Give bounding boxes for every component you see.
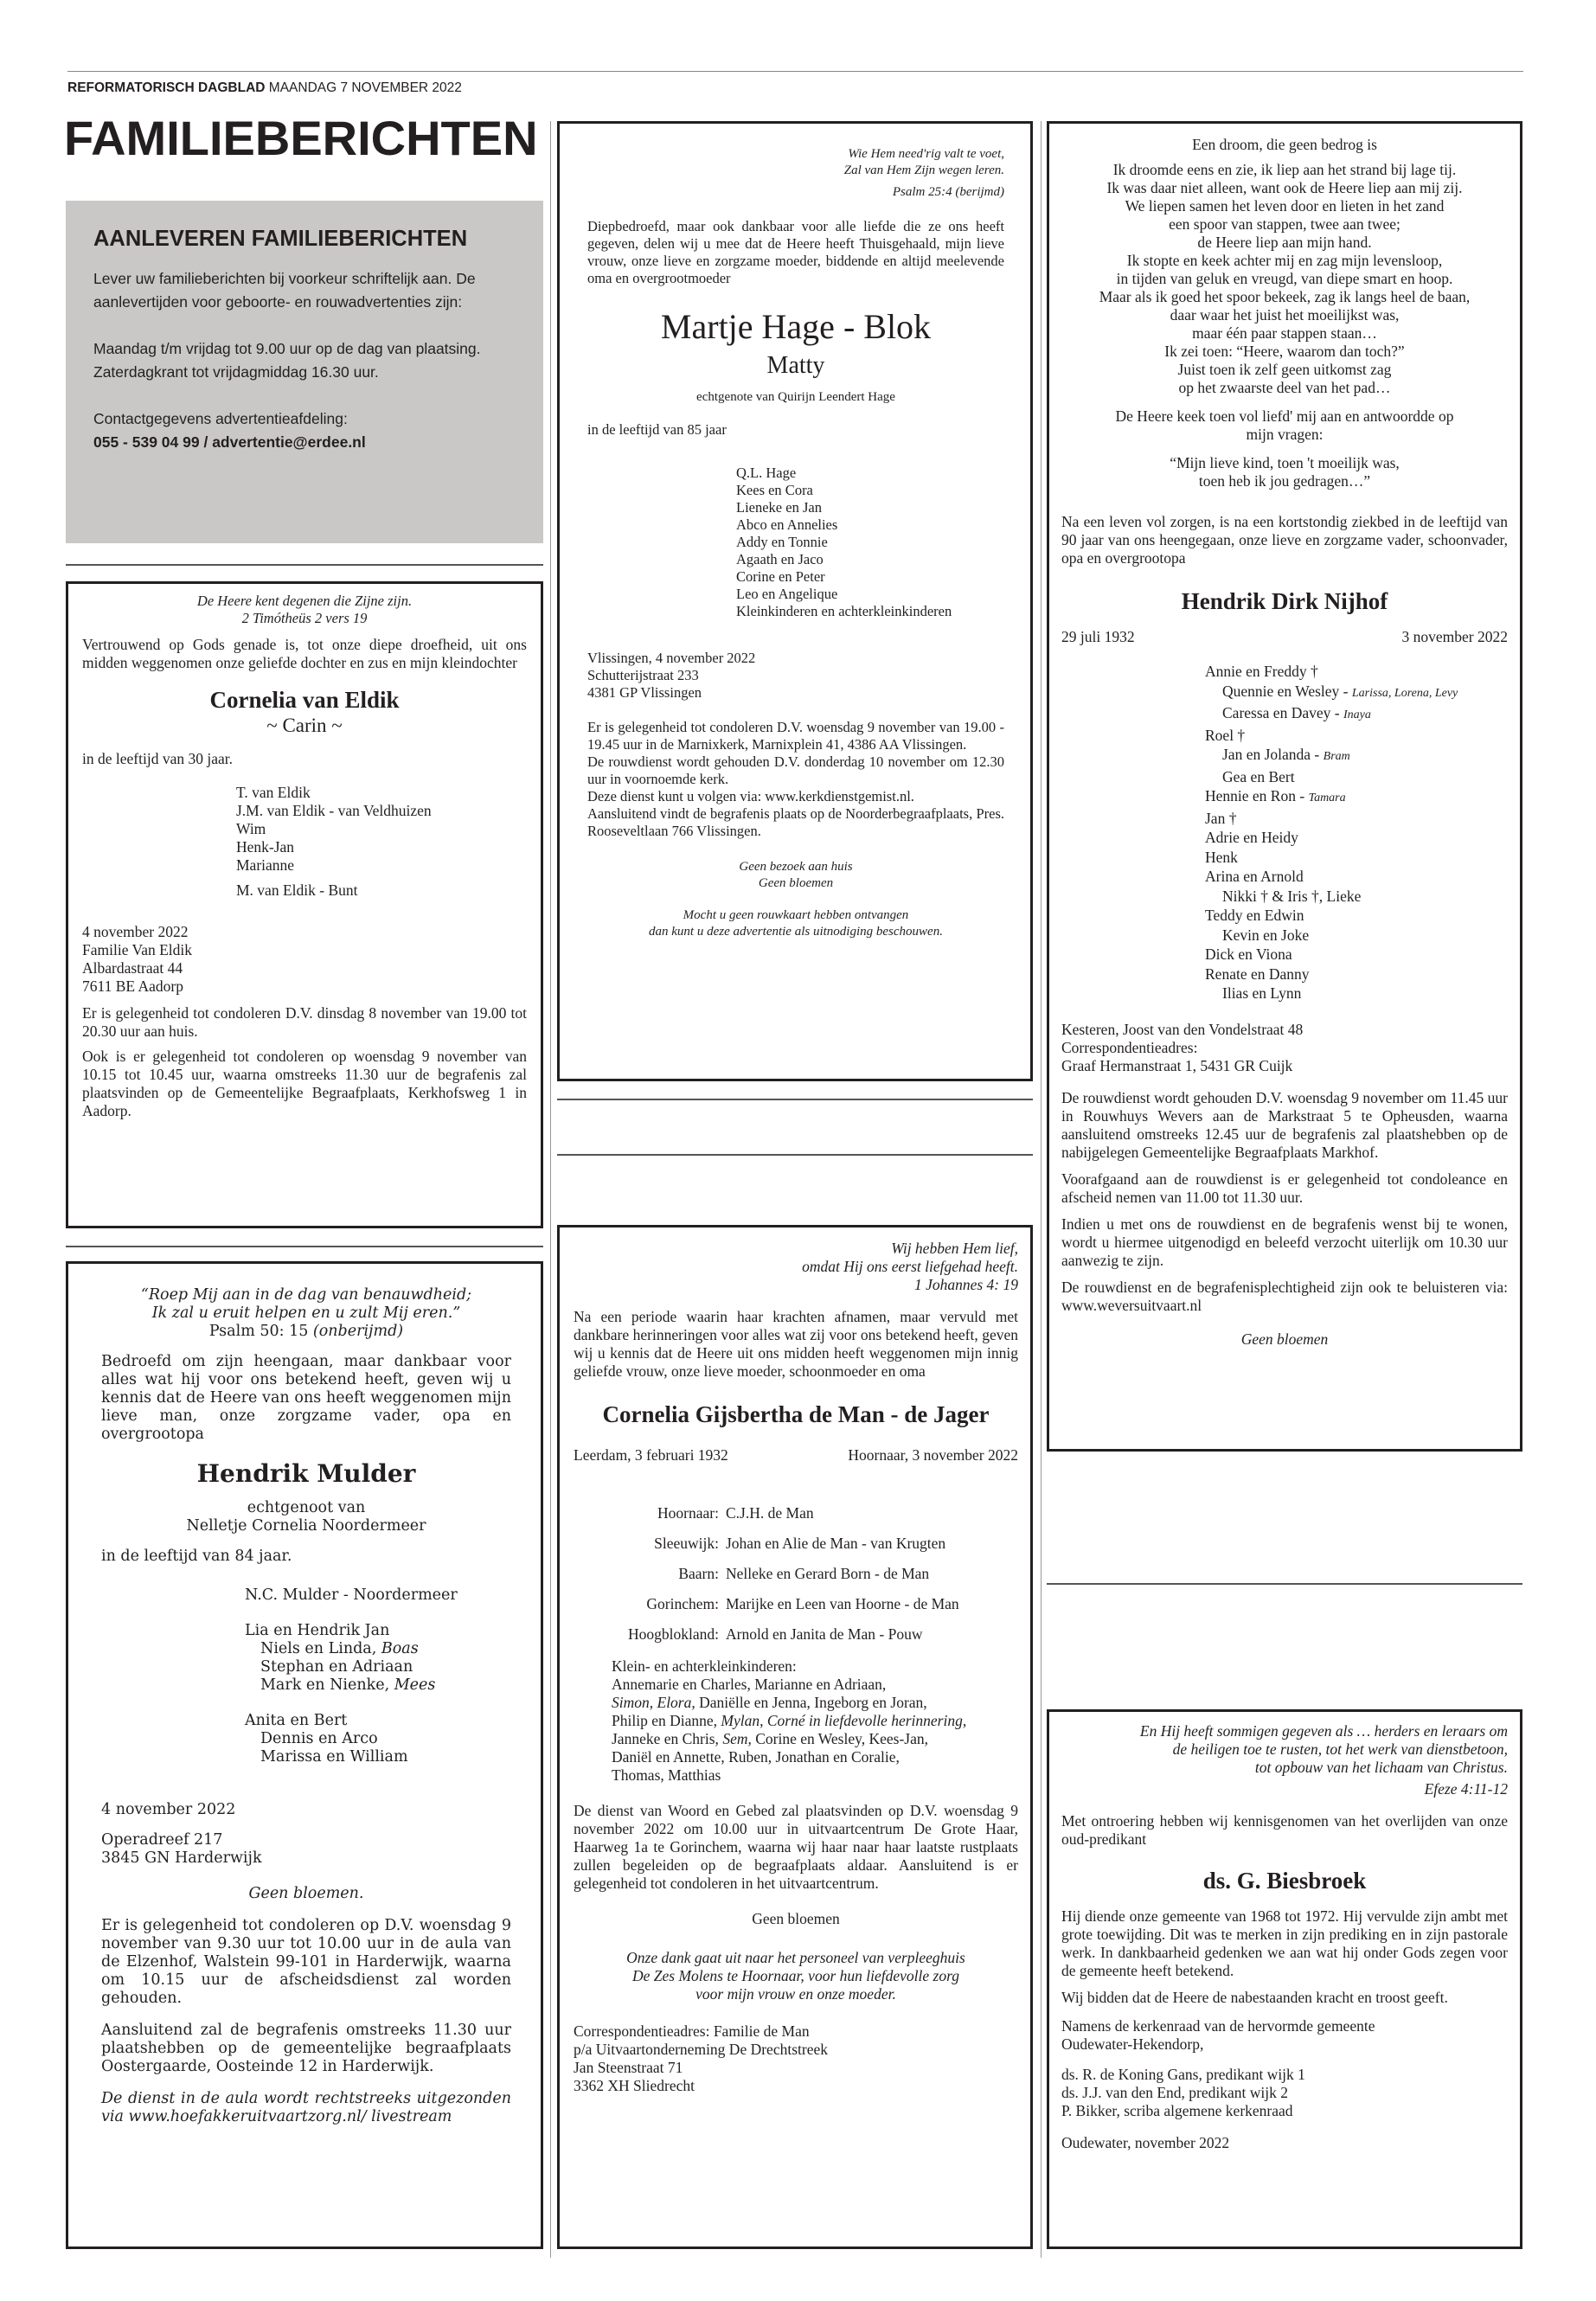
rule-2 — [66, 1246, 543, 1247]
grandchildren-line-text: Philip en Dianne, — [612, 1712, 721, 1729]
address-line: 7611 BE Aadorp — [82, 977, 183, 995]
family-member: Marianne — [236, 856, 295, 874]
life-dates — [1061, 628, 1508, 646]
condolence-text: Er is gelegenheid tot condoleren D.V. dinsdag 8 november van 19.00 tot 20.30 uur aan huis. — [82, 1004, 527, 1040]
address-line: Graaf Hermanstraat 1, 5431 GR Cuijk — [1061, 1056, 1293, 1074]
family-member — [1205, 926, 1508, 945]
invitation-note: Mocht u geen rouwkaart hebben ontvangen — [683, 908, 909, 922]
poem-line: toen heb ik jou gedragen…” — [1198, 472, 1371, 490]
paper-name: REFORMATORISCH DAGBLAD — [67, 80, 266, 95]
livestream-text[interactable]: De rouwdienst en de begrafenisplechtigheid zijn ook te beluisteren via: www.weversuitvaart.nl — [1061, 1278, 1508, 1314]
age-text: in de leeftijd van 85 jaar — [587, 421, 727, 438]
invitation-text: Indien u met ons de rouwdienst en de begrafenis wenst bij te wonen, wordt u hiermee uitgenodigd en beleefd verzocht uiterlijk om 10.30 uur aanwezig te zijn. — [1061, 1215, 1508, 1269]
ad-nijhof — [1047, 121, 1522, 1452]
condolence-text: Er is gelegenheid tot condoleren D.V. woensdag 9 november van 19.00 - 19.45 uur in de Marnixkerk, Marnixplein 41, 4386 AA Vlissingen. — [587, 719, 1004, 753]
family-member — [1205, 828, 1508, 848]
prayer-text: Wij bidden dat de Heere de nabestaanden kracht en troost geeft. — [1061, 1989, 1448, 2006]
address-line: 4381 GP Vlissingen — [587, 684, 702, 701]
announcement-text: Vertrouwend op Gods genade is, tot onze diepe droefheid, uit ons midden weggenomen onze geliefde dochter en zus en mijn kleindochter — [82, 636, 527, 671]
verse-reference: Efeze 4:11-12 — [1424, 1780, 1508, 1798]
family-member-text: Mark en Nienke, — [260, 1676, 394, 1694]
grandchildren-line: Daniël en Annette, Ruben, Jonathan en Coralie, — [612, 1748, 900, 1766]
verse-line: Wie Hem need'rig valt te voet, — [848, 147, 1004, 161]
flowers-note: Geen bloemen. — [248, 1885, 364, 1902]
deceased-name: Cornelia Gijsbertha de Man - de Jager — [602, 1401, 990, 1427]
announcement-text: Diepbedroefd, maar ook dankbaar voor alle liefde die ze ons heeft gegeven, delen wij u mee dat de Heere heeft Thuisgehaald, mijn lieve vrouw, onze lieve en zorgzame moeder, biddende en altijd meelevende oma en overgrootmoeder — [587, 218, 1004, 286]
top-rule — [67, 71, 1523, 72]
family-list — [574, 1504, 1018, 1644]
family-member: Kees en Cora — [736, 482, 813, 498]
poem-closing — [1061, 454, 1508, 490]
family-member-text: Caressa en Davey - — [1222, 704, 1343, 721]
family-member: Anita en Bert — [245, 1712, 348, 1729]
family-member-child: Boas — [381, 1640, 419, 1657]
family-member: Marissa en William — [260, 1748, 408, 1766]
grandchildren-line-text: Janneke en Chris, — [612, 1730, 723, 1747]
family-member — [1205, 906, 1508, 926]
family-member — [1205, 745, 1508, 767]
funeral-text: Ook is er gelegenheid tot condoleren op woensdag 9 november van 10.15 tot 10.45 uur, waarna omstreeks 11.30 uur de begrafenis zal plaatsvinden op de Gemeentelijke Begraafplaats, Kerkhofsweg 1 in Aadorp. — [82, 1048, 527, 1119]
deceased-name: Hendrik Dirk Nijhof — [1181, 588, 1388, 614]
address-line: Schutterijstraat 233 — [587, 667, 699, 683]
address-block — [574, 2022, 1018, 2095]
ad-de-man — [557, 1225, 1033, 2249]
verse-reference — [101, 1323, 511, 1341]
family-member: Agaath en Jaco — [736, 551, 824, 567]
family-member-text: Renate en Danny — [1205, 965, 1310, 983]
grandchildren-line — [612, 1712, 1018, 1730]
place-date: Oudewater, november 2022 — [1061, 2134, 1230, 2151]
verse-line: Ik zal u eruit helpen en u zult Mij eren.” — [151, 1304, 461, 1322]
invitation-note: dan kunt u deze advertentie als uitnodiging beschouwen. — [649, 925, 943, 939]
spouse-label: echtgenoot van — [247, 1499, 366, 1516]
address-line: Operadreef 217 — [101, 1831, 223, 1849]
verse-line: tot opbouw van het lichaam van Christus. — [1254, 1759, 1508, 1776]
family-names: Johan en Alie de Man - van Krugten — [726, 1535, 946, 1552]
family-member — [1205, 662, 1508, 682]
info-box-text: Lever uw familieberichten bij voorkeur schriftelijk aan. De aanlevertijden voor geboorte- en rouwadvertenties zijn: — [93, 270, 476, 311]
grandchildren-line-text: Sem, — [722, 1730, 752, 1747]
page-title: FAMILIEBERICHTEN — [64, 111, 538, 165]
rule-3 — [557, 1099, 1033, 1100]
ad-mulder — [66, 1261, 543, 2249]
family-place: Gorinchem: — [646, 1595, 719, 1612]
announcement-text: Na een periode waarin haar krachten afnamen, maar vervuld met dankbare herinneringen voor alles wat zij voor ons betekend heeft, geven wij u kennis dat de Heere uit ons midden heeft weggenomen mijn innig geliefde vrouw, onze lieve moeder, schoonmoeder en oma — [574, 1308, 1018, 1380]
burial-text: Aansluitend vindt de begrafenis plaats op de Noorderbegraafplaats, Pres. Rooseveltlaan 766 Vlissingen. — [587, 805, 1004, 839]
column-divider-1 — [550, 121, 551, 2258]
poem-line: de Heere liep aan mijn hand. — [1197, 234, 1372, 251]
signer: ds. R. de Koning Gans, predikant wijk 1 — [1061, 2066, 1305, 2083]
family-member: M. van Eldik - Bunt — [236, 881, 358, 899]
grandchildren-line: Thomas, Matthias — [612, 1766, 721, 1784]
deceased-name: ds. G. Biesbroek — [1202, 1868, 1367, 1894]
grandchildren-list — [612, 1657, 1018, 1785]
family-member — [1205, 726, 1508, 746]
grandchildren-line-text: Mylan, Corné in liefdevolle herinnering, — [721, 1712, 967, 1729]
birth-date: Leerdam, 3 februari 1932 — [574, 1446, 728, 1464]
family-place: Baarn: — [678, 1565, 719, 1582]
paper-date: MAANDAG 7 NOVEMBER 2022 — [268, 80, 462, 95]
life-dates — [574, 1446, 1018, 1465]
family-place: Hoornaar: — [657, 1504, 719, 1522]
family-member-text: Teddy en Edwin — [1205, 907, 1304, 924]
signers — [1061, 2066, 1508, 2120]
announcement-text: Met ontroering hebben wij kennisgenomen van het overlijden van onze oud-predikant — [1061, 1812, 1508, 1848]
deceased-name: Martje Hage - Blok — [660, 307, 932, 346]
family-member-text: Jan † — [1205, 809, 1237, 827]
family-member-text: Arina en Arnold — [1205, 868, 1304, 885]
family-member-children: Tamara — [1308, 792, 1346, 804]
family-member-text: Quennie en Wesley - — [1222, 682, 1352, 700]
family-member — [1205, 848, 1508, 868]
family-member-text: Henk — [1205, 848, 1238, 866]
family-list — [245, 1586, 511, 1766]
poem-line: op het zwaarste deel van het pad… — [1178, 379, 1391, 396]
family-list — [236, 784, 527, 900]
poem-line: mijn vragen: — [1246, 426, 1324, 443]
verse-reference-text: Psalm 50: 15 — [208, 1323, 313, 1340]
family-names: Arnold en Janita de Man - Pouw — [726, 1625, 923, 1643]
deceased-nickname: Matty — [766, 352, 825, 379]
flowers-note: Geen bloemen — [752, 1910, 840, 1927]
family-member-text: Dick en Viona — [1205, 945, 1292, 963]
poem-line: daar waar het juist het moeilijkst was, — [1170, 306, 1400, 324]
rule-4 — [557, 1154, 1033, 1156]
verse-line: de heiligen toe te rusten, tot het werk van dienstbetoon, — [1172, 1740, 1508, 1758]
info-box-contact[interactable]: 055 - 539 04 99 / advertentie@erdee.nl — [93, 433, 366, 451]
family-member: Stephan en Adriaan — [260, 1658, 413, 1676]
family-member-text: Annie en Freddy † — [1205, 663, 1318, 680]
family-member: Leo en Angelique — [736, 586, 838, 602]
grandchildren-line-text: Daniëlle en Jenna, Ingeborg en Joran, — [695, 1694, 927, 1711]
tribute-text: Hij diende onze gemeente van 1968 tot 1972. Hij vervulde zijn ambt met grote toewijding. Dit was te merken in zijn prediking en in zijn pastorale werk. In dankbaarheid gedenken we aan wat hij onder Gods zegen voor de gemeente heeft betekend. — [1061, 1907, 1508, 1979]
family-member-text: Gea en Bert — [1222, 767, 1295, 785]
address-line: Familie Van Eldik — [82, 941, 193, 958]
family-member-text: Kevin en Joke — [1222, 926, 1310, 944]
condolence-text: Er is gelegenheid tot condoleren op D.V. woensdag 9 november van 9.30 uur tot 10.00 uur in de aula van de Elzenhof, Walstein 99-101 in Harderwijk, waarna om 10.15 uur de afscheidsdienst zal worden gehouden. — [101, 1917, 511, 2007]
livestream-text[interactable]: De dienst in de aula wordt rechtstreeks uitgezonden via www.hoefakkeruitvaartzorg.nl/ livestream — [101, 2090, 511, 2125]
family-member — [1205, 786, 1508, 809]
family-member: Abco en Annelies — [736, 516, 838, 533]
birth-date: 29 juli 1932 — [1061, 628, 1135, 645]
family-member: N.C. Mulder - Noordermeer — [245, 1586, 458, 1604]
visit-note: Geen bezoek aan huis — [739, 860, 853, 874]
address-line: Jan Steenstraat 71 — [574, 2059, 683, 2076]
family-member: Henk-Jan — [236, 838, 295, 856]
address-block — [82, 923, 527, 996]
family-names: Nelleke en Gerard Born - de Man — [726, 1565, 930, 1582]
family-member — [1205, 767, 1508, 787]
family-member — [1205, 867, 1508, 887]
family-list — [1205, 662, 1508, 1003]
family-member — [1205, 945, 1508, 965]
poem — [1061, 161, 1508, 397]
livestream-text[interactable]: Deze dienst kunt u volgen via: www.kerkdienstgemist.nl. — [587, 788, 914, 804]
family-member-text: Hennie en Ron - — [1205, 787, 1309, 804]
family-member: Dennis en Arco — [260, 1730, 378, 1747]
family-member: Wim — [236, 820, 266, 837]
thanks-note: De Zes Molens te Hoornaar, voor hun liefdevolle zorg — [632, 1967, 959, 1984]
verse-line: De Heere kent degenen die Zijne zijn. — [196, 593, 413, 609]
poem-line: Ik was daar niet alleen, want ook de Heere liep aan mij zij. — [1106, 179, 1463, 196]
family-names: C.J.H. de Man — [726, 1504, 814, 1522]
family-member: Corine en Peter — [736, 568, 825, 585]
address-block — [101, 1831, 511, 1868]
family-member-text: Adrie en Heidy — [1205, 829, 1298, 846]
masthead — [67, 80, 462, 96]
poem-line: “Mijn lieve kind, toen 't moeilijk was, — [1170, 454, 1400, 471]
address-line: Correspondentieadres: Familie de Man — [574, 2022, 810, 2040]
grandchildren-line — [612, 1730, 1018, 1748]
poem-line: in tijden van geluk en vreugd, van diepe smart en hoop. — [1116, 270, 1453, 287]
verse-line: “Roep Mij aan in de dag van benauwdheid; — [140, 1286, 472, 1304]
signer: ds. J.J. van den End, predikant wijk 2 — [1061, 2084, 1288, 2101]
poem-line: Ik stopte en keek achter mij en zag mijn levensloop, — [1126, 252, 1443, 269]
address-line: Kesteren, Joost van den Vondelstraat 48 — [1061, 1020, 1304, 1038]
info-box — [66, 201, 543, 543]
deceased-name: Hendrik Mulder — [196, 1459, 416, 1488]
poem-answer — [1061, 407, 1508, 444]
deceased-nickname: ~ Carin ~ — [266, 715, 343, 736]
poem-line: De Heere keek toen vol liefd' mij aan en antwoordde op — [1115, 407, 1454, 425]
spouse-text: echtgenote van Quirijn Leendert Hage — [696, 390, 895, 404]
family-member: T. van Eldik — [236, 784, 311, 801]
family-names: Marijke en Leen van Hoorne - de Man — [726, 1595, 959, 1612]
address-line: Vlissingen, 4 november 2022 — [587, 650, 756, 666]
grandchildren-line — [612, 1694, 1018, 1712]
announcement-text: Bedroefd om zijn heengaan, maar dankbaar voor alles wat hij voor ons betekend heeft, geven wij u kennis dat de Heere van ons heeft weggenomen mijn lieve man, onze zorgzame vader, opa en overgrootopa — [101, 1353, 511, 1443]
address-line: Correspondentieadres: — [1061, 1038, 1198, 1056]
grandchildren-line-text: Simon, Elora, — [612, 1694, 695, 1711]
age-text: in de leeftijd van 84 jaar. — [101, 1548, 292, 1565]
address-line: 3845 GN Harderwijk — [101, 1849, 262, 1867]
poem-title: Een droom, die geen bedrog is — [1192, 136, 1377, 153]
family-member-children: Larissa, Lorena, Levy — [1351, 686, 1458, 700]
grandchildren-line-text: Corine en Wesley, Kees-Jan, — [751, 1730, 928, 1747]
family-member-text: Jan en Jolanda - — [1222, 746, 1324, 763]
family-row — [574, 1504, 1018, 1522]
family-member-text: Niels en Linda, — [260, 1640, 381, 1657]
family-member: Lieneke en Jan — [736, 499, 822, 516]
family-member-text: Ilias en Lynn — [1222, 984, 1302, 1002]
address-line: Albardastraat 44 — [82, 959, 183, 977]
verse-reference-note: (onberijmd) — [312, 1323, 404, 1340]
family-row — [574, 1535, 1018, 1553]
poem-line: Juist toen ik zelf geen uitkomst zag — [1177, 361, 1392, 378]
poem-line: We liepen samen het leven door en lieten in het zand — [1125, 197, 1445, 215]
thanks-note: voor mijn vrouw en onze moeder. — [695, 1985, 896, 2003]
family-member: Lia en Hendrik Jan — [245, 1622, 390, 1639]
rule-1 — [66, 564, 543, 566]
family-member: Q.L. Hage — [736, 465, 797, 481]
family-member-text: Roel † — [1205, 726, 1246, 744]
condolence-text: Voorafgaand aan de rouwdienst is er gelegenheid tot condoleance en afscheid nemen van 11.00 tot 11.30 uur. — [1061, 1170, 1508, 1206]
address-line: 3362 XH Sliedrecht — [574, 2077, 695, 2094]
service-text: De rouwdienst wordt gehouden D.V. woensdag 9 november om 11.45 uur in Rouwhuys Wevers aan de Markstraat 5 te Opheusden, waarna aansluitend omstreeks 12.45 uur de begrafenis zal plaatshebben op de nabijgelegen Gemeentelijke Begraafplaats Markhof. — [1061, 1088, 1508, 1161]
grandchildren-title: Klein- en achterkleinkinderen: — [612, 1657, 797, 1675]
poem-line: Maar als ik goed het spoor bekeek, zag ik langs heel de baan, — [1099, 288, 1471, 305]
address-block — [587, 650, 1004, 702]
family-member — [245, 1640, 511, 1658]
announcement-text: Na een leven vol zorgen, is na een kortstondig ziekbed in de leeftijd van 90 jaar van ons heengegaan, onze lieve en zorgzame vader, schoonvader, opa en overgrootopa — [1061, 513, 1508, 567]
deceased-name: Cornelia van Eldik — [209, 687, 400, 713]
ad-van-eldik — [66, 581, 543, 1228]
burial-text: Aansluitend zal de begrafenis omstreeks 11.30 uur plaatshebben op de gemeentelijke begraafplaats Oostergaarde, Oosteinde 12 in Harderwijk. — [101, 2022, 511, 2075]
poem-line: Ik zei toen: “Heere, waarom dan toch?” — [1164, 343, 1405, 360]
verse-line: En Hij heeft sommigen gegeven als … herders en leraars om — [1139, 1722, 1508, 1740]
verse-line: omdat Hij ons eerst liefgehad heeft. — [802, 1258, 1018, 1275]
address-line: p/a Uitvaartonderneming De Drechtstreek — [574, 2041, 828, 2058]
family-member — [1205, 965, 1508, 984]
date-text: 4 november 2022 — [101, 1801, 236, 1818]
family-member-child: Mees — [394, 1676, 436, 1694]
family-member — [1205, 887, 1508, 907]
family-member-children: Inaya — [1343, 708, 1371, 721]
family-place: Hoogblokland: — [628, 1625, 719, 1643]
info-box-contact-label: Contactgegevens advertentieafdeling: — [93, 410, 348, 427]
flowers-note: Geen bloemen — [1240, 1330, 1329, 1348]
family-row — [574, 1565, 1018, 1583]
info-box-deadline-saturday: Zaterdagkrant tot vrijdagmiddag 16.30 uur. — [93, 363, 379, 381]
grandchildren-line: Annemarie en Charles, Marianne en Adriaan, — [612, 1676, 887, 1693]
verse-line: Wij hebben Hem lief, — [891, 1240, 1018, 1257]
family-member — [1205, 703, 1508, 726]
family-member — [245, 1676, 511, 1695]
verse-reference: 1 Johannes 4: 19 — [913, 1276, 1018, 1293]
spouse-name: Nelletje Cornelia Noordermeer — [186, 1517, 426, 1535]
family-list — [736, 465, 1004, 620]
family-member — [1205, 682, 1508, 704]
thanks-note: Onze dank gaat uit naar het personeel van verpleeghuis — [626, 1949, 965, 1966]
verse-line: Zal van Hem Zijn wegen leren. — [843, 163, 1004, 177]
family-row — [574, 1595, 1018, 1613]
poem-line: Ik droomde eens en zie, ik liep aan het strand bij lage tij. — [1112, 161, 1457, 178]
flowers-note: Geen bloemen — [758, 876, 834, 890]
family-member — [1205, 984, 1508, 1003]
verse-reference: 2 Timótheüs 2 vers 19 — [241, 610, 368, 626]
ad-hage — [557, 121, 1033, 1081]
family-member — [1205, 809, 1508, 829]
family-member: Kleinkinderen en achterkleinkinderen — [736, 603, 952, 619]
service-text: De dienst van Woord en Gebed zal plaatsvinden op D.V. woensdag 9 november 2022 om 10.00 uur in uitvaartcentrum De Grote Haar, Haarweg 1a te Gorinchem, waarna wij haar naar haar laatste rustplaats zullen begeleiden op de begraafplaats aldaar. Aansluitend is er gelegenheid tot condoleren in het uitvaartcentrum. — [574, 1802, 1018, 1892]
info-box-deadline-weekday: Maandag t/m vrijdag tot 9.00 uur op de dag van plaatsing. — [93, 340, 481, 357]
poem-line: maar één paar stappen staan… — [1192, 324, 1377, 342]
family-member-children: Bram — [1323, 750, 1350, 763]
age-text: in de leeftijd van 30 jaar. — [82, 750, 233, 767]
family-row — [574, 1625, 1018, 1644]
family-member-text: Nikki † & Iris †, Lieke — [1222, 887, 1362, 905]
info-box-title: AANLEVEREN FAMILIEBERICHTEN — [93, 227, 468, 251]
death-date: Hoornaar, 3 november 2022 — [848, 1446, 1018, 1464]
address-block — [1061, 1021, 1508, 1075]
poem-line: een spoor van stappen, twee aan twee; — [1169, 215, 1401, 233]
verse-reference: Psalm 25:4 (berijmd) — [892, 185, 1004, 199]
rule-5 — [1047, 1583, 1522, 1585]
family-member: Addy en Tonnie — [736, 534, 828, 550]
service-text: De rouwdienst wordt gehouden D.V. donderdag 10 november om 12.30 uur in voornoemde kerk. — [587, 753, 1004, 787]
death-date: 3 november 2022 — [1401, 628, 1508, 645]
ad-biesbroek — [1047, 1709, 1522, 2249]
column-divider-2 — [1041, 121, 1042, 2258]
sender-line: Oudewater-Hekendorp, — [1061, 2035, 1204, 2053]
sender-line: Namens de kerkenraad van de hervormde gemeente — [1061, 2017, 1375, 2035]
family-member: J.M. van Eldik - van Veldhuizen — [236, 802, 432, 819]
signer: P. Bikker, scriba algemene kerkenraad — [1061, 2102, 1293, 2119]
family-place: Sleeuwijk: — [654, 1535, 719, 1552]
address-line: 4 november 2022 — [82, 923, 189, 940]
